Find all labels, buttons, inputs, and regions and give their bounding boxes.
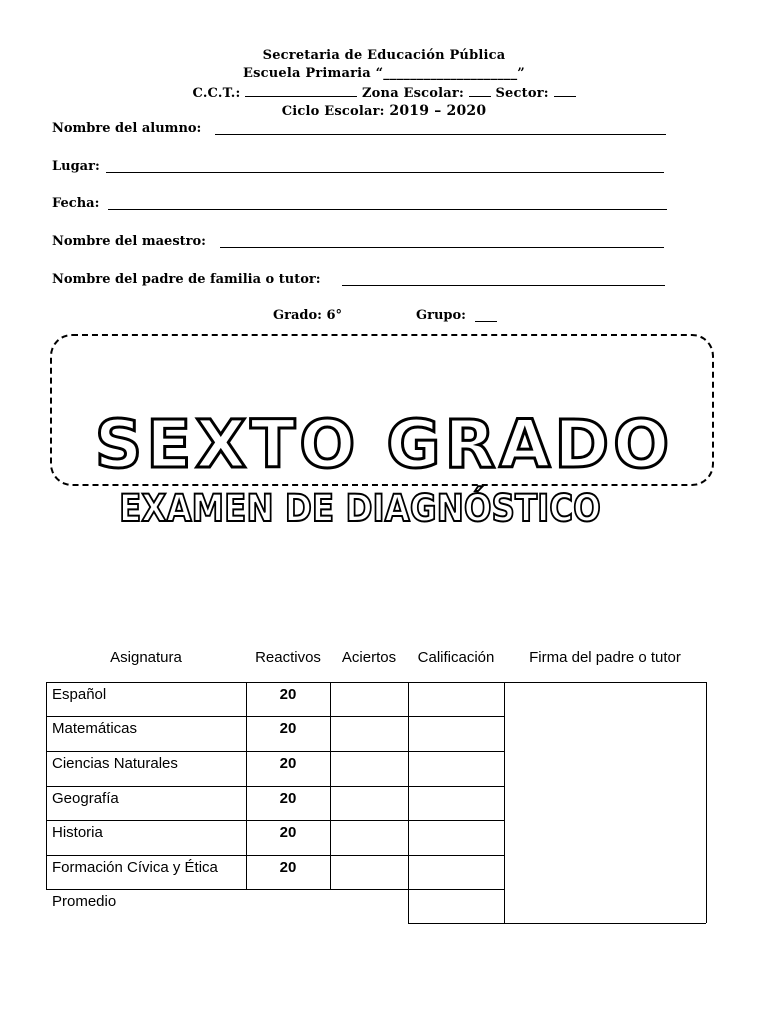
sector-label: Sector: — [495, 86, 549, 101]
aciertos-cell[interactable] — [331, 683, 407, 889]
grado-label: Grado: 6° — [273, 308, 343, 323]
table-row-subject: Geografía — [52, 790, 119, 807]
field-lugar-line[interactable] — [106, 158, 664, 173]
banner-subtitle: EXAMEN DE DIAGNÓSTICO — [119, 487, 601, 530]
table-row-subject: Formación Cívica y Ética — [52, 859, 218, 876]
header-cct-row — [0, 84, 768, 103]
th-asignatura: Asignatura — [110, 649, 182, 666]
table-line — [706, 682, 707, 923]
calificacion-cell[interactable] — [409, 683, 503, 923]
field-maestro-label: Nombre del maestro: — [52, 234, 206, 249]
cct-blank[interactable] — [245, 84, 357, 97]
ciclo-value: 2019 – 2020 — [389, 103, 487, 119]
firma-cell[interactable] — [505, 683, 705, 923]
header-school — [0, 65, 768, 83]
field-maestro-line[interactable] — [220, 233, 664, 248]
field-alumno-line[interactable] — [215, 120, 666, 135]
table-row-reactivos: 20 — [279, 859, 297, 876]
table-row-subject: Ciencias Naturales — [52, 755, 178, 772]
header-sep — [0, 47, 768, 65]
table-row-reactivos: 20 — [279, 824, 297, 841]
table-line — [246, 682, 247, 889]
table-row-subject: Historia — [52, 824, 103, 841]
zona-label: Zona Escolar: — [361, 86, 464, 101]
grupo-label: Grupo: — [416, 308, 466, 323]
th-firma: Firma del padre o tutor — [529, 649, 681, 666]
grupo-line[interactable] — [475, 307, 497, 322]
header-sep-text: Secretaria de Educación Pública — [262, 48, 506, 63]
ciclo-label: Ciclo Escolar: — [281, 104, 385, 119]
table-line — [408, 923, 706, 924]
sector-blank[interactable] — [554, 84, 576, 97]
field-alumno-label: Nombre del alumno: — [52, 121, 202, 136]
field-fecha-label: Fecha: — [52, 196, 100, 211]
zona-blank[interactable] — [469, 84, 491, 97]
th-reactivos: Reactivos — [255, 649, 321, 666]
table-row-subject: Matemáticas — [52, 720, 138, 737]
th-aciertos: Aciertos — [341, 649, 397, 666]
table-line — [46, 682, 47, 889]
field-padre-label: Nombre del padre de familia o tutor: — [52, 272, 321, 287]
promedio-label: Promedio — [52, 893, 117, 910]
header-ciclo-row — [0, 102, 768, 121]
table-row-reactivos: 20 — [279, 755, 297, 772]
table-row-reactivos: 20 — [279, 686, 297, 703]
table-row-reactivos: 20 — [279, 720, 297, 737]
table-row-subject: Español — [52, 686, 107, 703]
banner-title: SEXTO GRADO — [94, 406, 674, 483]
table-row-reactivos: 20 — [279, 790, 297, 807]
field-padre-line[interactable] — [342, 271, 665, 286]
field-fecha-line[interactable] — [108, 195, 667, 210]
cct-label: C.C.T.: — [192, 86, 241, 101]
field-lugar-label: Lugar: — [52, 159, 100, 174]
th-calificacion: Calificación — [417, 649, 495, 666]
header-school-text: Escuela Primaria “____________________” — [243, 66, 525, 81]
